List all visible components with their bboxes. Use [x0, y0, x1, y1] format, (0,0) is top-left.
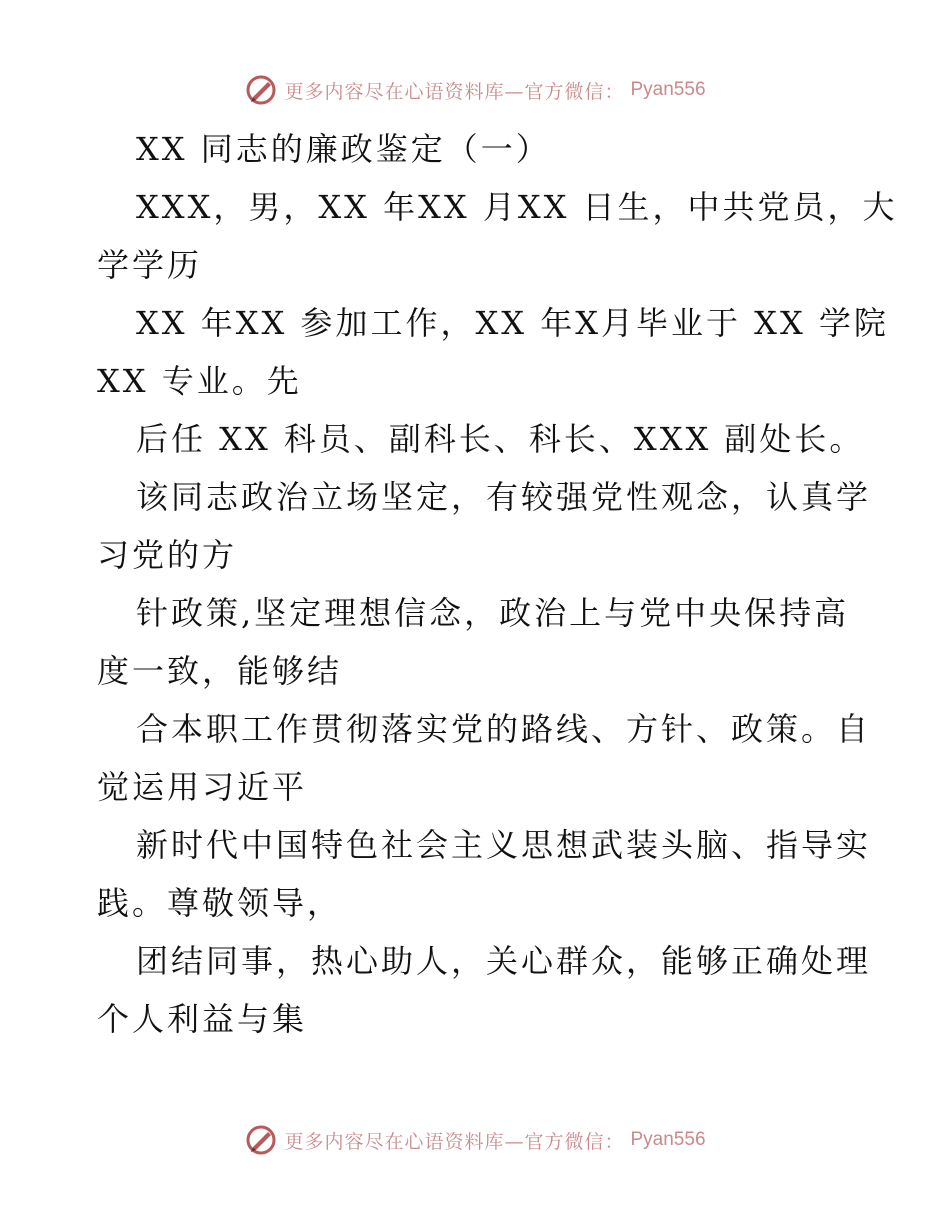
document-line: 个人利益与集 — [97, 1000, 308, 1038]
document-line: 觉运用习近平 — [97, 768, 308, 806]
document-line: 习党的方 — [97, 536, 238, 574]
footer-watermark-banner — [0, 1120, 950, 1160]
document-line: 该同志政治立场坚定，有较强党性观念，认真学 — [136, 478, 872, 516]
pen-logo-icon — [244, 73, 278, 107]
footer-banner-wechat-id: Pyan556 — [630, 1129, 706, 1150]
document-line: 度一致，能够结 — [97, 652, 343, 690]
header-banner-text: 更多内容尽在心语资料库—官方微信： — [284, 80, 625, 103]
document-body — [97, 120, 898, 1048]
header-banner-wechat-id: Pyan556 — [630, 79, 706, 100]
document-line: 合本职工作贯彻落实党的路线、方针、政策。自 — [136, 710, 872, 748]
document-line: XXX，男，XX 年XX 月XX 日生，中共党员，大 — [136, 188, 898, 226]
document-line: XX 专业。先 — [97, 362, 302, 400]
header-watermark-banner — [0, 70, 950, 110]
footer-banner-text: 更多内容尽在心语资料库—官方微信： — [284, 1130, 625, 1153]
pen-logo-icon — [244, 1123, 278, 1157]
document-line: 新时代中国特色社会主义思想武装头脑、指导实 — [136, 826, 872, 864]
document-line: 后任 XX 科员、副科长、科长、XXX 副处长。 — [136, 420, 865, 458]
document-line: XX 年XX 参加工作，XX 年X月毕业于 XX 学院 — [136, 304, 889, 342]
document-line: 学学历 — [97, 246, 203, 284]
document-line: 针政策,坚定理想信念，政治上与党中央保持高 — [136, 594, 850, 632]
document-line: 团结同事，热心助人，关心群众，能够正确处理 — [136, 942, 872, 980]
document-title: XX 同志的廉政鉴定（一） — [136, 130, 551, 168]
document-line: 践。尊敬领导， — [97, 884, 343, 922]
